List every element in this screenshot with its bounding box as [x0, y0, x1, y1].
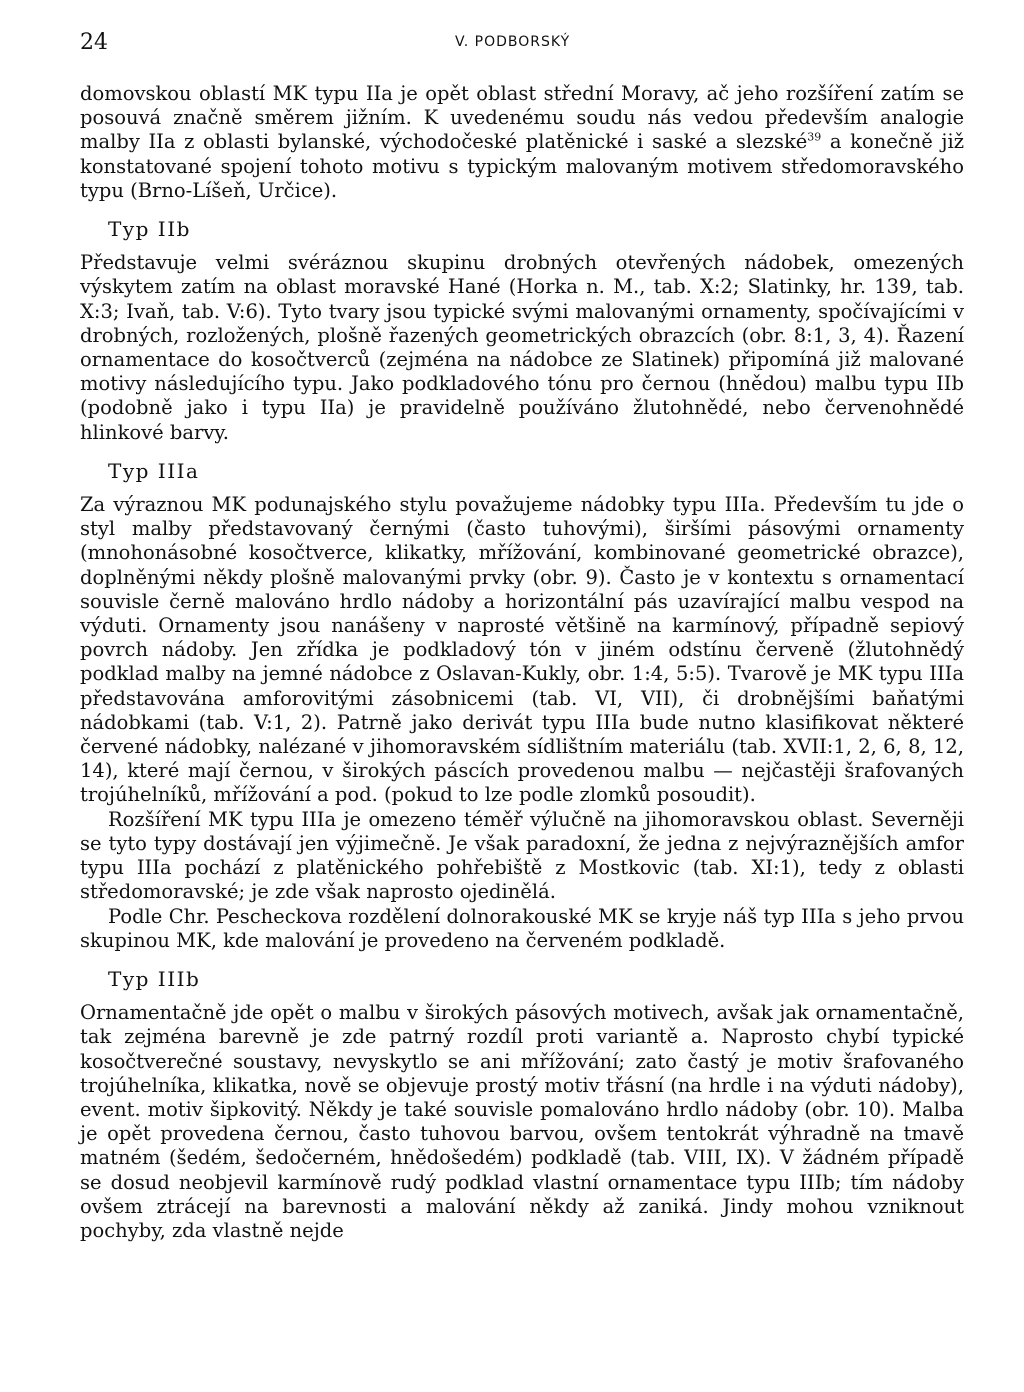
page-number: 24	[80, 30, 108, 55]
section-iiia-paragraph-3: Podle Chr. Pescheckova rozdělení dolnorakouské MK se kryje náš typ IIIa s jeho prvou skupinou MK, kde malování je provedeno na červeném podkladě.	[80, 904, 964, 952]
section-iiia-paragraph-2: Rozšíření MK typu IIIa je omezeno téměř výlučně na jihomoravskou oblast. Severněji se tyto typy dostávají jen výjimečně. Je však paradoxní, že jedna z nejvýraznějších amfor typu IIIa pochází z platěnického pohřebiště z Mostkovic (tab. XI:1), tedy z oblasti středomoravské; je zde však naprosto ojedinělá.	[80, 807, 964, 904]
section-iib-paragraph: Představuje velmi svéráznou skupinu drobných otevřených nádobek, omezených výskytem zatím na oblast moravské Hané (Horka n. M., tab. X:2; Slatinky, hr. 139, tab. X:3; Ivaň, tab. V:6). Tyto tvary jsou typické svými malovanými ornamenty, spočívajícími v drobných, rozložených, plošně řazených geometrických obrazcích (obr. 8:1, 3, 4). Řazení ornamentace do kosočtverců (zejména na nádobce ze Slatinek) připomíná již malované motivy následujícího typu. Jako podkladového tónu pro černou (hnědou) malbu typu IIb (podobně jako i typu IIa) je pravidelně používáno žlutohnědé, nebo červenohnědé hlinkové barvy.	[80, 251, 964, 444]
intro-paragraph	[80, 82, 964, 203]
running-head: V. PODBORSKÝ	[455, 34, 571, 50]
intro-text-1: domovskou oblastí MK typu IIa je opět oblast střední Moravy, ač jeho rozšíření zatím se posouvá značně směrem jižním. K uvedenému soudu nás vedou především analogie malby IIa z oblasti bylanské, východočeské platěnické i saské a slezské	[80, 82, 964, 154]
section-heading-iiia: Typ IIIa	[108, 458, 200, 483]
section-iiib-paragraph: Ornamentačně jde opět o malbu v širokých pásových motivech, avšak jak ornamentačně, tak zejména barevně je zde patrný rozdíl proti variantě a. Naprosto chybí typické kosočtverečné soustavy, nevyskytlo se ani mřížování; zato častý je motiv šrafovaného trojúhelníka, klikatka, nově se objevuje prostý motiv třásní (na hrdle i na výduti nádoby), event. motiv šipkovitý. Někdy je také souvisle pomalováno hrdlo nádoby (obr. 10). Malba je opět provedena černou, často tuhovou barvou, ovšem tentokrát výhradně na tmavě matném (šedém, šedočerném, hnědošedém) podkladě (tab. VIII, IX). V žádném případě se dosud neobjevil karmínově rudý podklad vlastní ornamentace typu IIIb; tím nádoby ovšem ztrácejí na barevnosti a malování někdy až zaniká. Jindy mohou vzniknout pochyby, zda vlastně nejde	[80, 1001, 964, 1242]
footnote-ref: 39	[807, 130, 822, 144]
body-text	[80, 82, 964, 1243]
section-iiia-paragraph-1: Za výraznou MK podunajského stylu považujeme nádobky typu IIIa. Především tu jde o styl malby představovaný černými (často tuhovými), širšími pásovými ornamenty (mnohonásobné kosočtverce, klikatky, mřížování, kombinované geometrické obrazce), doplněnými někdy plošně malovanými prvky (obr. 9). Často je v kontextu s ornamentací souvisle černě malováno hrdlo nádoby a horizontální pás uzavírající malbu vespod na výduti. Ornamenty jsou nanášeny v naprosté většině na karmínový, případně sepiový povrch nádoby. Jen zřídka je podkladový tón v jiném odstínu červeně (žlutohnědý podklad malby na jemné nádobce z Oslavan-Kukly, obr. 1:4, 5:5). Tvarově je MK typu IIIa představována amforovitými zásobnicemi (tab. VI, VII), či drobnějšími baňatými nádobkami (tab. V:1, 2). Patrně jako derivát typu IIIa bude nutno klasifikovat některé červené nádobky, nalézané v jihomoravském sídlištním materiálu (tab. XVII:1, 2, 6, 8, 12, 14), které mají černou, v širokých páscích provedenou malbu — nejčastěji šrafovaných trojúhelníků, mřížování a pod. (pokud to lze podle zlomků posoudit).	[80, 493, 964, 807]
section-heading-iib: Typ IIb	[108, 217, 191, 242]
intro-text-2: a konečně již konstatované spojení tohoto motivu s typickým malovaným motivem středomoravského typu (Brno-Líšeň, Určice).	[80, 130, 964, 202]
page-header	[80, 30, 964, 60]
section-heading-iiib: Typ IIIb	[108, 966, 201, 991]
